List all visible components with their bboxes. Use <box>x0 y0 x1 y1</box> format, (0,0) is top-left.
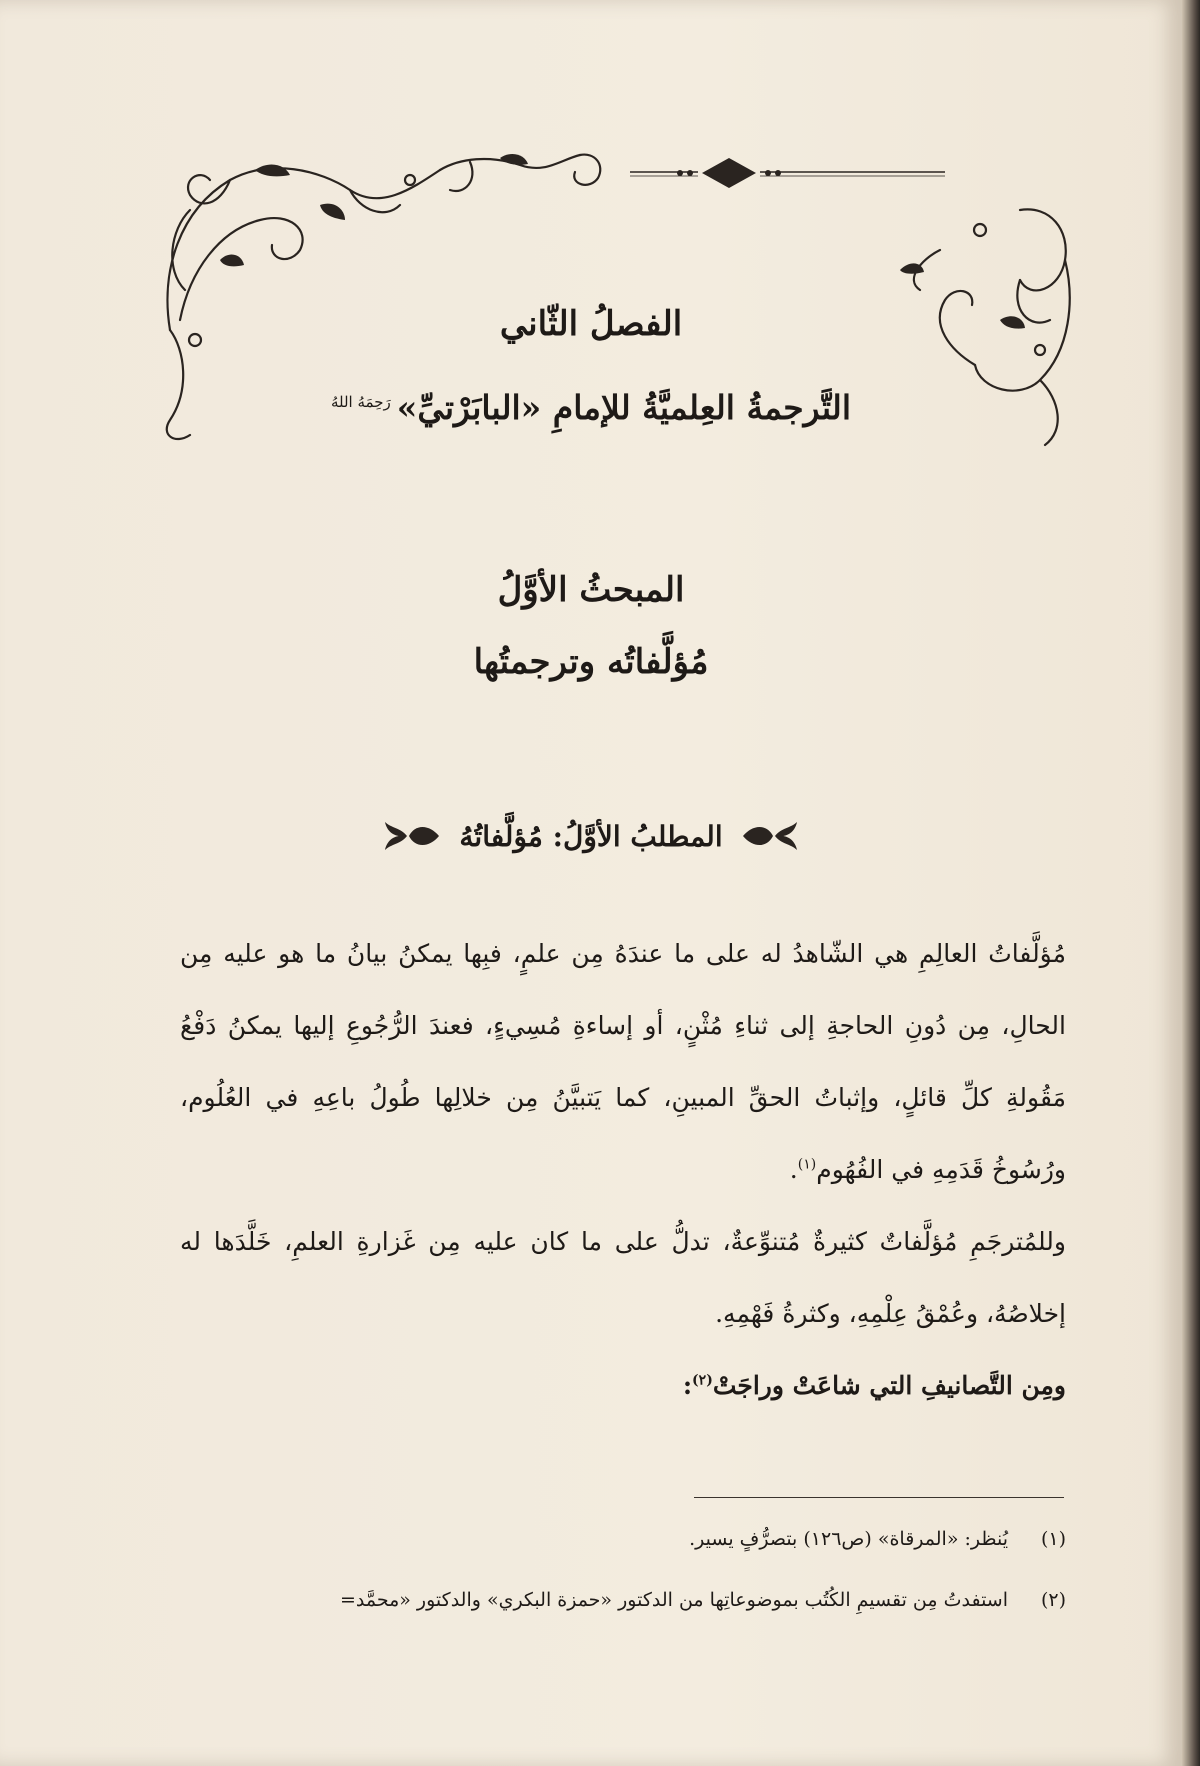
paragraph-1 <box>180 918 1066 1206</box>
section-subtitle: مُؤلَّفاتُه وترجمتُها <box>473 642 709 682</box>
honorific: رَحِمَهُ اللهُ <box>330 393 391 411</box>
footnote-2-number: (٢) <box>1040 1589 1066 1611</box>
floral-bracket-left-icon <box>381 818 443 854</box>
footnote-1 <box>180 1524 1066 1554</box>
paragraph-1-end: . <box>789 1155 798 1184</box>
paragraph-1-text: مُؤلَّفاتُ العالِمِ هي الشّاهدُ له على ما عندَهُ مِن علمٍ، فبِها يمكنُ بيانُ ما هو عليه مِن الحالِ، مِن دُونِ الحاجةِ إلى ثناءِ مُثْنٍ، أو إساءةِ مُسِيءٍ، فعندَ الرُّجُوعِ إليها يمكنُ دَفْعُ مَقُولةِ كلِّ قائلٍ، وإثباتُ الحقِّ المبينِ، كما يَتبيَّنُ مِن خلالِها طُولُ باعِهِ في العُلُوم، ورُسُوخُ قَدَمِهِ في الفُهُوم <box>180 939 1066 1184</box>
section-title: المبحثُ الأوَّلُ <box>497 570 685 610</box>
footnote-divider <box>694 1497 1064 1498</box>
footnote-2-text: استفدتُ مِن تقسيمِ الكُتُب بموضوعاتِها من الدكتور «حمزة البكري» والدكتور «محمَّد= <box>339 1589 1008 1611</box>
chapter-subtitle <box>0 388 1182 427</box>
footnote-1-text: يُنظر: «المرقاة» (ص١٢٦) بتصرُّفٍ يسير. <box>689 1528 1008 1550</box>
matlab-title: المطلبُ الأوَّلُ: مُؤلَّفاتُهُ <box>459 819 723 853</box>
footnote-2 <box>180 1585 1066 1615</box>
floral-bracket-right-icon <box>739 818 801 854</box>
paragraph-3-text: ومِن التَّصانيفِ التي شاعَتْ وراجَتْ <box>712 1371 1066 1400</box>
page-edge-shadow <box>1182 0 1200 1766</box>
paragraph-3 <box>180 1350 1066 1422</box>
chapter-title: الفصلُ الثّاني <box>499 304 683 344</box>
paragraph-3-end: : <box>682 1371 693 1400</box>
footnote-ref-2[interactable]: (٢) <box>692 1372 713 1389</box>
footnote-1-number: (١) <box>1040 1528 1066 1550</box>
matlab-heading <box>0 818 1182 854</box>
footnote-ref-1[interactable]: (١) <box>797 1156 817 1173</box>
paragraph-2: وللمُترجَمِ مُؤلَّفاتٌ كثيرةٌ مُتنوِّعةٌ، تدلُّ على ما كان عليه مِن غَزارةِ العلمِ، خَلَّدَها له إخلاصُهُ، وعُمْقُ عِلْمِهِ، وكثرةُ فَهْمِهِ. <box>180 1227 1066 1328</box>
chapter-subtitle-text: التَّرجمةُ العِلميَّةُ للإمامِ «البابَرْتيِّ» <box>396 388 852 427</box>
